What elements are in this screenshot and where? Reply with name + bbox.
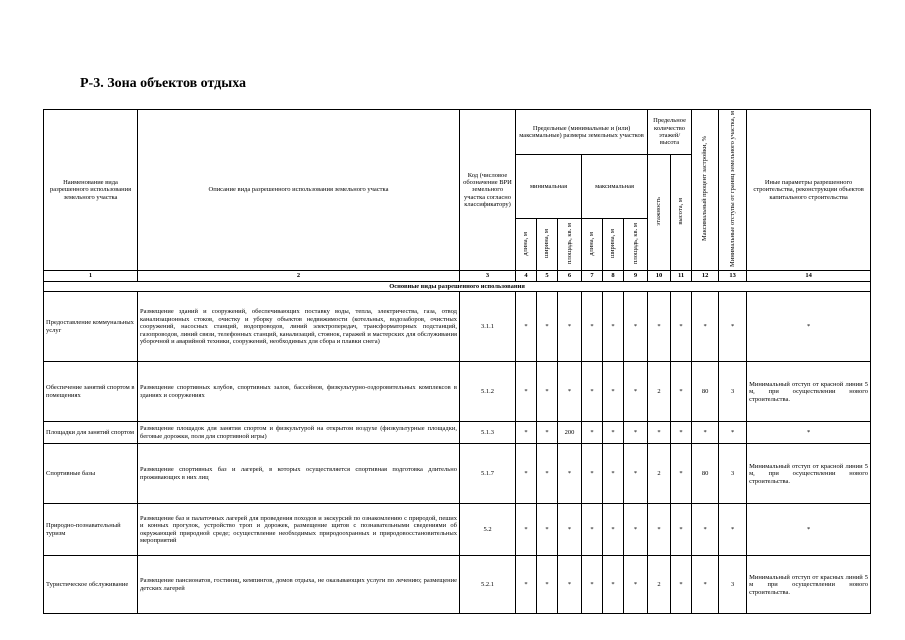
row-name: Туристическое обслуживание: [44, 556, 138, 614]
row-description: Размещение спортивных баз и лагерей, в которых осуществляется спортивная подготовка длительно проживающих в них лиц: [138, 444, 460, 504]
header-height: высота, м: [671, 155, 692, 271]
row-value: *: [558, 444, 582, 504]
row-value: *: [648, 422, 671, 444]
row-value: *: [671, 504, 692, 556]
table-row: [44, 504, 871, 556]
header-description: Описание вида разрешенного использования земельного участка: [138, 110, 460, 271]
row-code: 3.1.1: [460, 292, 516, 362]
regulations-table: [43, 109, 871, 614]
row-value: *: [624, 504, 648, 556]
row-other: Минимальный отступ от красной линии 5 м, при осуществлении нового строительства.: [747, 444, 871, 504]
row-value: *: [671, 556, 692, 614]
row-value: *: [516, 362, 537, 422]
table-row: [44, 556, 871, 614]
column-number-row: [44, 271, 871, 281]
row-description: Размещение спортивных клубов, спортивных залов, бассейнов, физкультурно-оздоровительных комплексов в зданиях и сооружениях: [138, 362, 460, 422]
row-value: *: [671, 292, 692, 362]
row-value: *: [558, 362, 582, 422]
row-value: *: [603, 362, 624, 422]
row-value: 2: [648, 362, 671, 422]
section-row: [44, 281, 871, 291]
row-value: *: [719, 292, 747, 362]
header-min-area: площадь, кв. м: [558, 219, 582, 271]
row-value: *: [582, 362, 603, 422]
header-max-width: ширина, м: [603, 219, 624, 271]
col-number: 11: [671, 271, 692, 281]
row-value: 80: [692, 362, 719, 422]
row-value: *: [692, 422, 719, 444]
row-value: *: [516, 292, 537, 362]
row-value: *: [516, 422, 537, 444]
row-value: *: [558, 504, 582, 556]
row-code: 5.1.3: [460, 422, 516, 444]
row-description: Размещение пансионатов, гостиниц, кемпингов, домов отдыха, не оказывающих услуги по лечению; размещение детских лагерей: [138, 556, 460, 614]
row-value: 2: [648, 556, 671, 614]
row-value: *: [516, 444, 537, 504]
col-number: 1: [44, 271, 138, 281]
table-row: [44, 444, 871, 504]
row-value: *: [537, 362, 558, 422]
header-max-length: длина, м: [582, 219, 603, 271]
row-code: 5.2.1: [460, 556, 516, 614]
row-value: *: [692, 292, 719, 362]
row-other: Минимальный отступ от красной линии 5 м, при осуществлении нового строительства.: [747, 362, 871, 422]
row-name: Природно-познавательный туризм: [44, 504, 138, 556]
row-name: Предоставление коммунальных услуг: [44, 292, 138, 362]
row-value: *: [558, 292, 582, 362]
row-value: 3: [719, 362, 747, 422]
row-description: Размещение зданий и сооружений, обеспечивающих поставку воды, тепла, электричества, газа, отвод канализационных стоков, очистку и уборку объектов недвижимости (котельных, водозаборов, очистных сооружений, насосных станций, водопроводов, линий электропередач, трансформаторных подстанций, газопроводов, линий связи, телефонных станций, канализаций, стоянок, гаражей и мастерских для обслуживания уборочной и аварийной техники, сооружений, необходимых для сбора и плавки снега): [138, 292, 460, 362]
row-value: 3: [719, 444, 747, 504]
row-value: *: [537, 422, 558, 444]
row-value: *: [719, 422, 747, 444]
header-name: Наименование вида разрешенного использования земельного участка: [44, 110, 138, 271]
row-value: *: [671, 422, 692, 444]
row-value: *: [671, 444, 692, 504]
row-description: Размещение площадок для занятия спортом и физкультурой на открытом воздухе (физкультурные площадки, беговые дорожки, поля для спортивной игры): [138, 422, 460, 444]
row-value: *: [603, 444, 624, 504]
row-value: *: [537, 444, 558, 504]
col-number: 14: [747, 271, 871, 281]
header-min-width: ширина, м: [537, 219, 558, 271]
row-value: *: [582, 504, 603, 556]
col-number: 6: [558, 271, 582, 281]
section-title: Основные виды разрешенного использования: [44, 281, 871, 291]
row-value: *: [648, 504, 671, 556]
col-number: 13: [719, 271, 747, 281]
row-name: Площадки для занятий спортом: [44, 422, 138, 444]
row-description: Размещение баз и палаточных лагерей для проведения походов и экскурсий по ознакомлению с природой, пеших и конных прогулок, устройство троп и дорожек, размещение щитов с познавательными сведениями об окружающей природной среде; осуществление необходимых природоохранных и природовосстановительных мероприятий: [138, 504, 460, 556]
row-value: *: [692, 504, 719, 556]
row-value: 200: [558, 422, 582, 444]
row-value: 2: [648, 444, 671, 504]
row-value: *: [582, 292, 603, 362]
table-row: [44, 422, 871, 444]
row-value: *: [624, 556, 648, 614]
row-value: *: [624, 292, 648, 362]
col-number: 12: [692, 271, 719, 281]
row-name: Спортивные базы: [44, 444, 138, 504]
row-value: *: [516, 556, 537, 614]
header-min: минимальная: [516, 155, 582, 219]
row-value: *: [692, 556, 719, 614]
row-value: *: [537, 504, 558, 556]
header-max-area: площадь, кв. м: [624, 219, 648, 271]
row-value: *: [624, 422, 648, 444]
row-value: *: [603, 504, 624, 556]
row-value: *: [603, 556, 624, 614]
header-setback: Минимальные отступы от границ земельного участка, м: [719, 110, 747, 271]
row-value: *: [671, 362, 692, 422]
row-name: Обеспечение занятий спортом в помещениях: [44, 362, 138, 422]
row-value: *: [582, 422, 603, 444]
row-other: Минимальный отступ от красных линий 5 м при осуществлении нового строительства.: [747, 556, 871, 614]
header-row-1: [44, 110, 871, 155]
col-number: 8: [603, 271, 624, 281]
col-number: 4: [516, 271, 537, 281]
row-value: *: [582, 444, 603, 504]
header-code: Код (числовое обозначение ВРИ земельного участка согласно классификатору): [460, 110, 516, 271]
row-other: *: [747, 422, 871, 444]
table-row: [44, 362, 871, 422]
row-value: *: [516, 504, 537, 556]
row-code: 5.1.2: [460, 362, 516, 422]
row-code: 5.2: [460, 504, 516, 556]
row-value: *: [558, 556, 582, 614]
row-other: *: [747, 504, 871, 556]
col-number: 9: [624, 271, 648, 281]
col-number: 3: [460, 271, 516, 281]
row-value: *: [624, 362, 648, 422]
table-row: [44, 292, 871, 362]
col-number: 5: [537, 271, 558, 281]
row-value: 3: [719, 556, 747, 614]
row-value: *: [603, 422, 624, 444]
row-value: *: [603, 292, 624, 362]
row-value: *: [719, 504, 747, 556]
row-value: *: [537, 292, 558, 362]
header-floors: Предельное количество этажей/ высота: [648, 110, 692, 155]
row-value: *: [648, 292, 671, 362]
row-value: *: [624, 444, 648, 504]
col-number: 7: [582, 271, 603, 281]
header-max: максимальная: [582, 155, 648, 219]
row-value: *: [537, 556, 558, 614]
row-other: *: [747, 292, 871, 362]
row-value: 80: [692, 444, 719, 504]
row-code: 5.1.7: [460, 444, 516, 504]
header-floor-count: этажность: [648, 155, 671, 271]
row-value: *: [582, 556, 603, 614]
col-number: 10: [648, 271, 671, 281]
header-sizes: Предельные (минимальные и (или) максимальные) размеры земельных участков: [516, 110, 648, 155]
header-build-pct: Максимальный процент застройки, %: [692, 110, 719, 271]
col-number: 2: [138, 271, 460, 281]
header-other: Иные параметры разрешенного строительства, реконструкции объектов капитального строительства: [747, 110, 871, 271]
header-min-length: длина, м: [516, 219, 537, 271]
page-title: Р-3. Зона объектов отдыха: [80, 76, 247, 91]
